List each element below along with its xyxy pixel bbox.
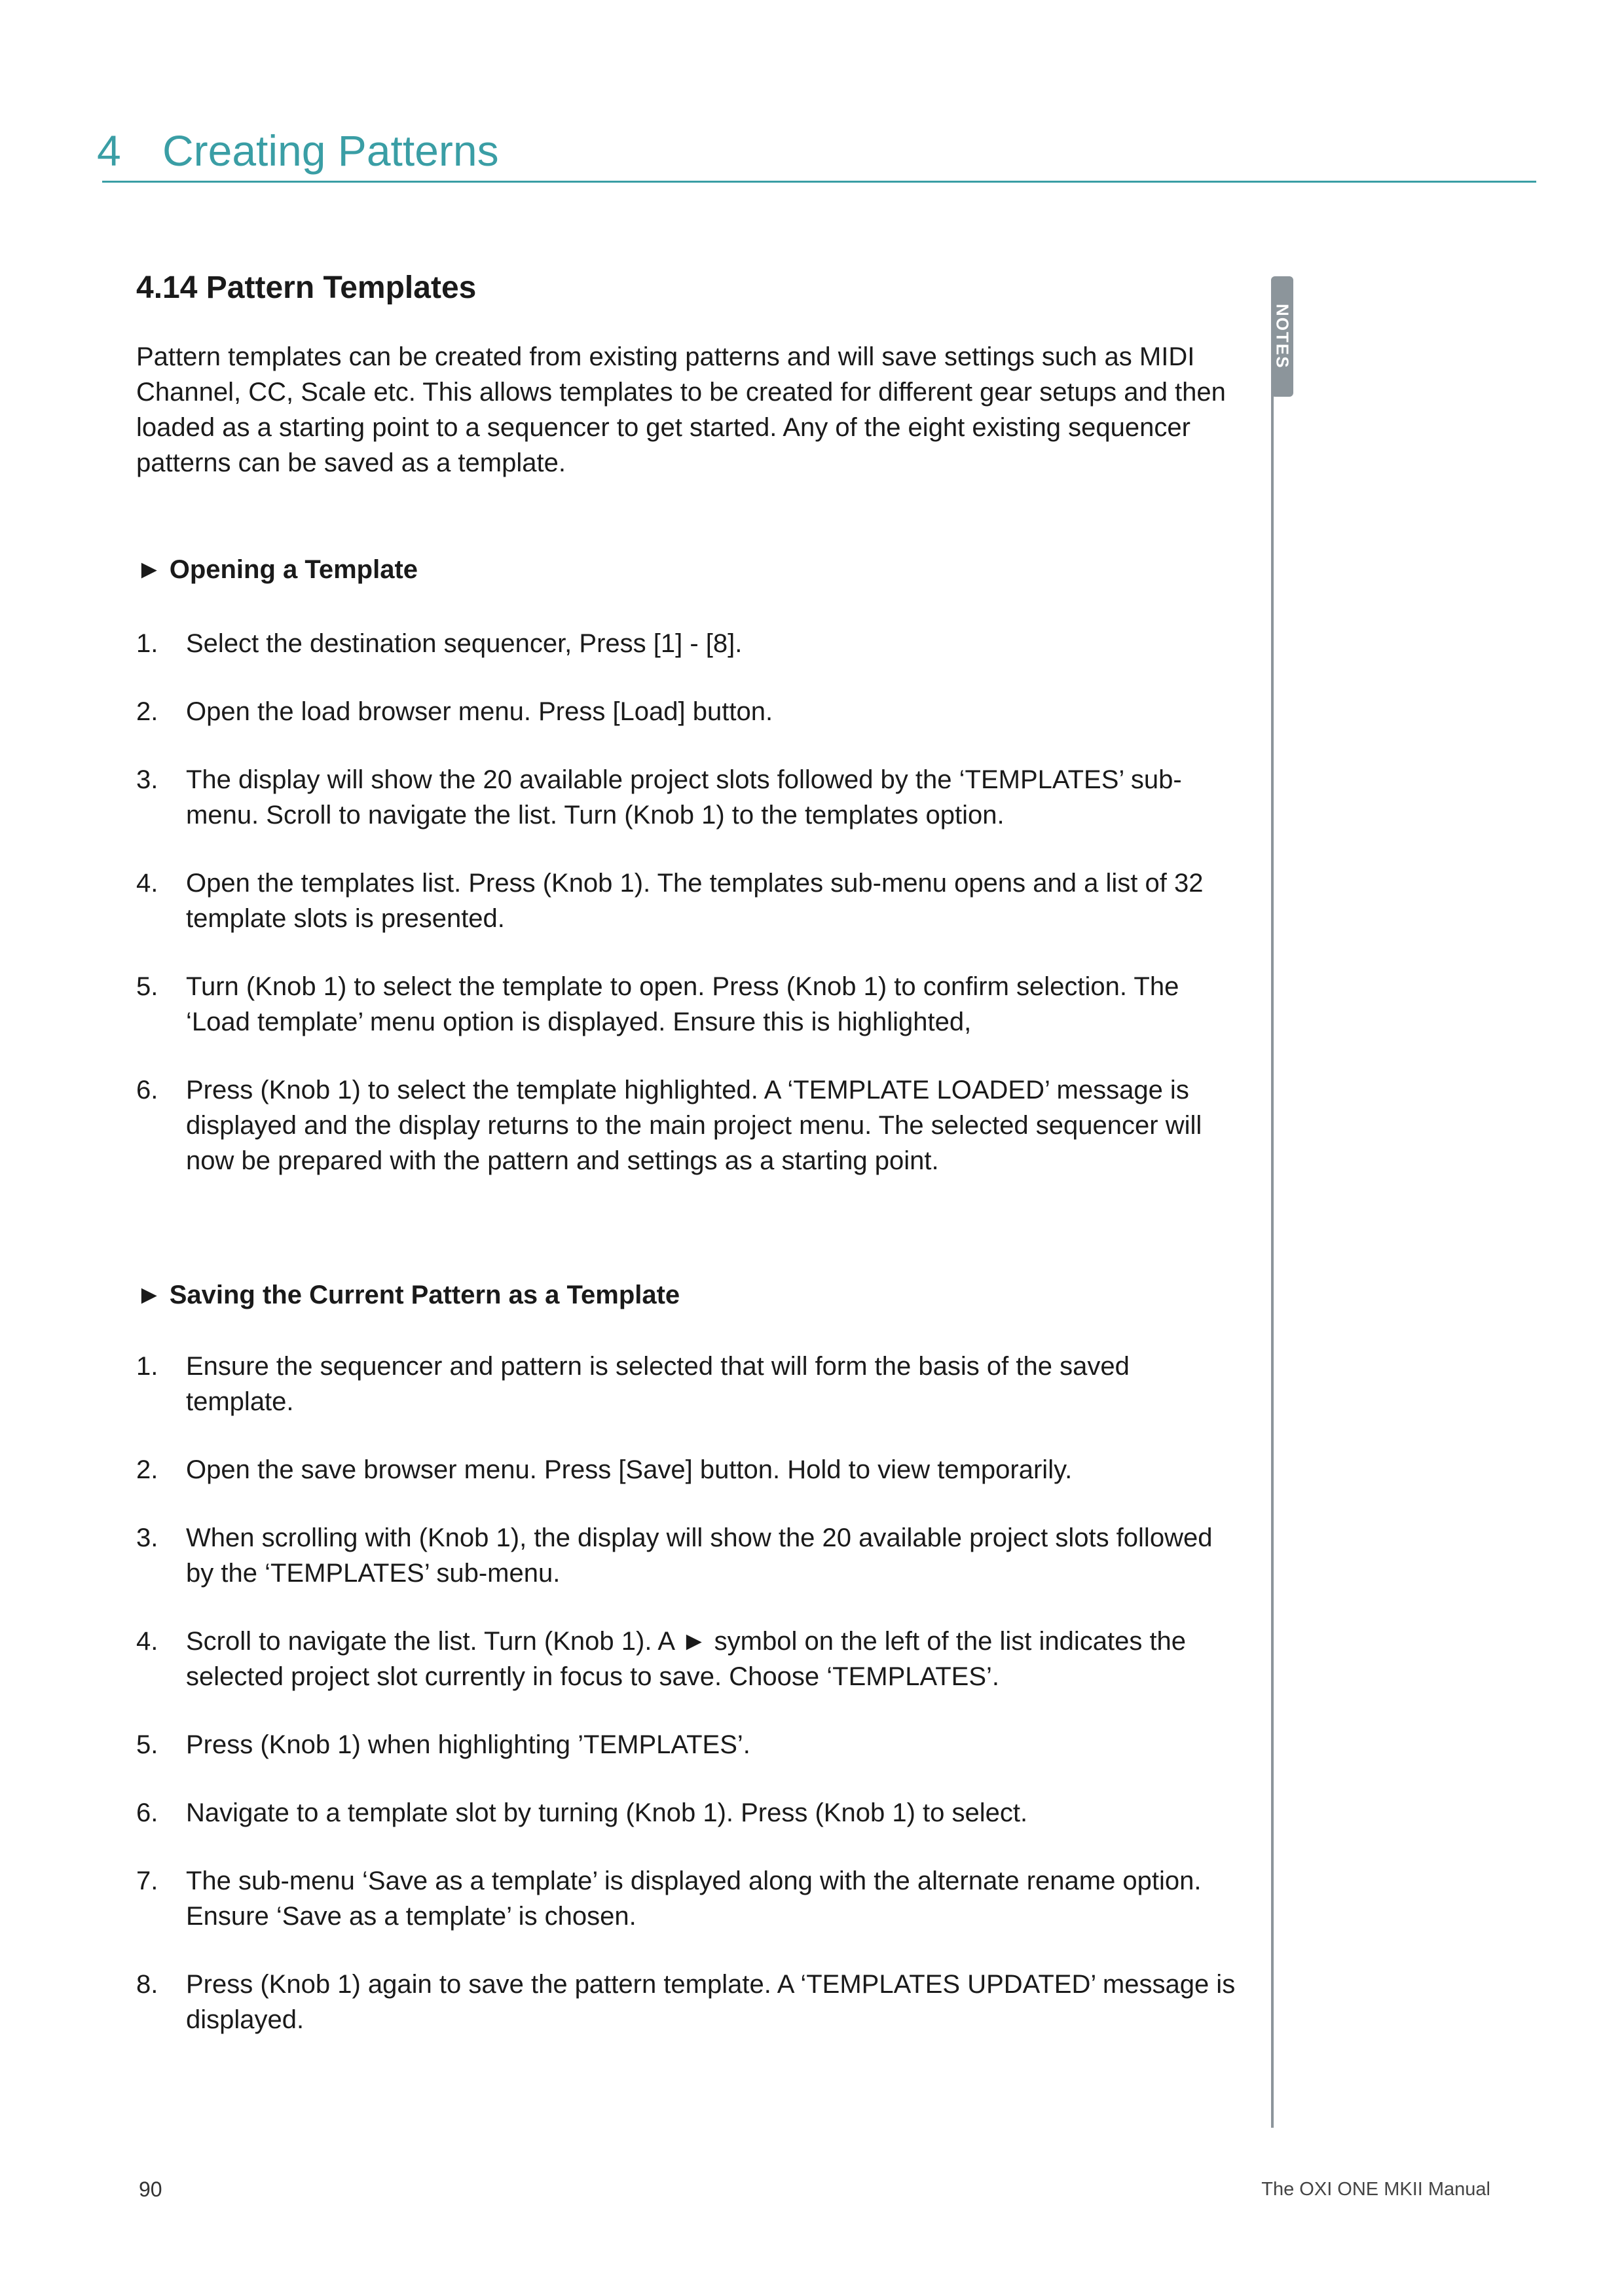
step-number: 6. bbox=[136, 1798, 158, 1827]
list-item bbox=[136, 762, 1236, 833]
step-number: 1. bbox=[136, 629, 158, 658]
chapter-divider bbox=[102, 181, 1536, 183]
list-item bbox=[136, 1452, 1236, 1487]
step-number: 4. bbox=[136, 1627, 158, 1656]
step-text: Open the templates list. Press (Knob 1). The templates sub-menu opens and a list of 32 template slots is presented. bbox=[186, 869, 1204, 933]
list-item bbox=[136, 1795, 1236, 1831]
chapter-number: 4 bbox=[97, 126, 121, 175]
chapter-header bbox=[97, 118, 1538, 183]
list-item bbox=[136, 969, 1236, 1040]
section-intro: Pattern templates can be created from existing patterns and will save settings such as MIDI Channel, CC, Scale etc. This allows templates to be created for different gear setups and then loaded as a starting point to a sequencer to get started. Any of the eight existing sequencer patterns can be saved as a template. bbox=[136, 342, 1226, 477]
step-number: 3. bbox=[136, 765, 158, 794]
step-number: 7. bbox=[136, 1867, 158, 1895]
step-text: Turn (Knob 1) to select the template to open. Press (Knob 1) to confirm selection. The ‘Load template’ menu option is displayed. Ensure this is highlighted, bbox=[186, 972, 1179, 1036]
list-item bbox=[136, 1349, 1236, 1419]
step-number: 2. bbox=[136, 697, 158, 726]
list-item bbox=[136, 1727, 1236, 1762]
step-number: 4. bbox=[136, 869, 158, 898]
page-number: 90 bbox=[139, 2178, 162, 2201]
step-text: When scrolling with (Knob 1), the display will show the 20 available project slots followed by the ‘TEMPLATES’ sub-menu. bbox=[186, 1523, 1213, 1588]
list-item bbox=[136, 1967, 1236, 2037]
step-text: Scroll to navigate the list. Turn (Knob 1). A ► symbol on the left of the list indicates the selected project slot currently in focus to save. Choose ‘TEMPLATES’. bbox=[186, 1627, 1187, 1691]
step-text: Press (Knob 1) again to save the pattern template. A ‘TEMPLATES UPDATED’ message is displayed. bbox=[186, 1970, 1236, 2034]
step-number: 5. bbox=[136, 1730, 158, 1759]
notes-margin-line bbox=[1271, 386, 1274, 2128]
step-text: The sub-menu ‘Save as a template’ is displayed along with the alternate rename option. Ensure ‘Save as a template’ is chosen. bbox=[186, 1867, 1202, 1931]
list-item bbox=[136, 1863, 1236, 1934]
list-item bbox=[136, 694, 1236, 729]
notes-label-wrapper bbox=[1271, 276, 1293, 397]
step-text: Navigate to a template slot by turning (Knob 1). Press (Knob 1) to select. bbox=[186, 1798, 1028, 1827]
step-number: 1. bbox=[136, 1352, 158, 1381]
list-item bbox=[136, 1520, 1236, 1591]
saving-steps-list bbox=[136, 1349, 1236, 2070]
section-title: 4.14 Pattern Templates bbox=[136, 270, 477, 305]
step-text: Open the load browser menu. Press [Load] button. bbox=[186, 697, 773, 726]
step-number: 6. bbox=[136, 1076, 158, 1104]
opening-template-heading: ► Opening a Template bbox=[136, 555, 418, 584]
list-item bbox=[136, 626, 1236, 661]
saving-template-heading: ► Saving the Current Pattern as a Template bbox=[136, 1281, 680, 1309]
manual-title: The OXI ONE MKII Manual bbox=[1261, 2179, 1490, 2200]
step-text: Open the save browser menu. Press [Save] button. Hold to view temporarily. bbox=[186, 1455, 1073, 1484]
step-text: Select the destination sequencer, Press [1] - [8]. bbox=[186, 629, 743, 658]
step-text: Press (Knob 1) to select the template highlighted. A ‘TEMPLATE LOADED’ message is displayed and the display returns to the main project menu. The selected sequencer will now be prepared with the pattern and settings as a starting point. bbox=[186, 1076, 1202, 1175]
step-number: 2. bbox=[136, 1455, 158, 1484]
step-text: Press (Knob 1) when highlighting ’TEMPLATES’. bbox=[186, 1730, 750, 1759]
step-number: 3. bbox=[136, 1523, 158, 1552]
step-number: 5. bbox=[136, 972, 158, 1001]
step-text: Ensure the sequencer and pattern is selected that will form the basis of the saved template. bbox=[186, 1352, 1130, 1416]
opening-steps-list bbox=[136, 626, 1236, 1211]
step-text: The display will show the 20 available project slots followed by the ‘TEMPLATES’ sub-menu. Scroll to navigate the list. Turn (Knob 1) to the templates option. bbox=[186, 765, 1182, 829]
list-item bbox=[136, 866, 1236, 936]
notes-label: NOTES bbox=[1272, 304, 1293, 369]
list-item bbox=[136, 1624, 1236, 1694]
chapter-title: Creating Patterns bbox=[162, 126, 499, 175]
list-item bbox=[136, 1072, 1236, 1178]
step-number: 8. bbox=[136, 1970, 158, 1999]
